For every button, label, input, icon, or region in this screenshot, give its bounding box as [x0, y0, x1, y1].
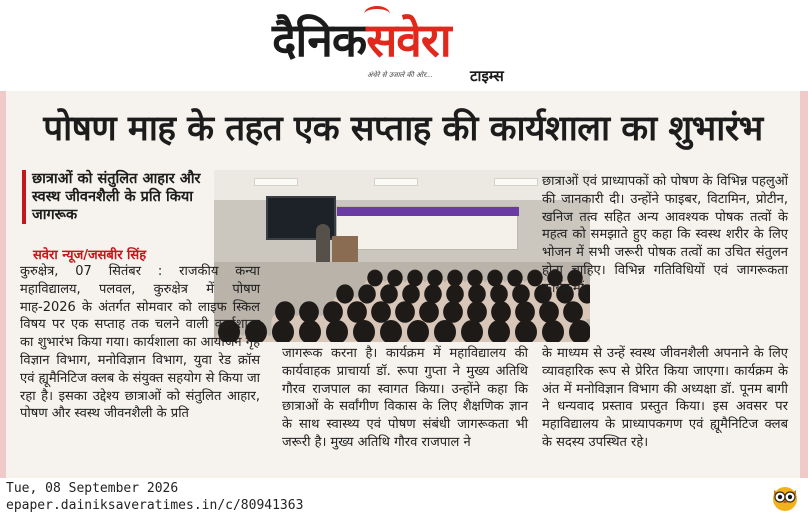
photo-attendee-head — [336, 284, 354, 303]
logo-text-dainik: दैनिक — [272, 13, 367, 67]
article-column-right-bottom — [542, 345, 788, 452]
photo-attendee-head — [353, 320, 375, 342]
clipping-frame-left — [0, 91, 6, 478]
logo-text-times: टाइम्स — [470, 67, 504, 85]
photo-attendee-head — [299, 320, 321, 342]
photo-attendee-head — [358, 284, 376, 303]
logo-text-savera: सवेरा — [366, 13, 451, 67]
photo-attendee-head — [380, 320, 402, 342]
footer-date: Tue, 08 September 2026 — [6, 481, 179, 496]
article-headline: पोषण माह के तहत एक सप्ताह की कार्यशाला का शुभारंभ — [43, 109, 763, 149]
photo-ceiling-light — [494, 178, 538, 186]
photo-attendee-head — [488, 320, 510, 342]
photo-attendee-head — [272, 320, 294, 342]
photo-attendee-head — [326, 320, 348, 342]
article-byline: सवेरा न्यूज/जसबीर सिंह — [33, 248, 147, 263]
article-column-right-top — [542, 173, 788, 298]
photo-attendee-head — [515, 320, 537, 342]
article-paragraph: के माध्यम से उन्हें स्वस्थ जीवनशैली अपनाने के लिए व्यावहारिक रूप से प्रेरित किया जाएगा। कार्यक्रम के अंत में मनोविज्ञान विभाग की अध्यक्षा डॉ. पूनम बागी ने धन्यवाद प्रस्ताव प्रस्तुत किया। इस अवसर पर महाविद्यालय के प्राध्यापकगण एवं ह्यूमैनिटिज क्लब के सदस्य उपस्थित रहे। — [542, 346, 788, 450]
article-column-left — [20, 263, 260, 423]
photo-attendee-head — [419, 301, 439, 323]
sunrise-icon — [364, 6, 390, 22]
photo-attendee-head — [569, 320, 590, 342]
photo-ceiling-light — [374, 178, 418, 186]
footer-url[interactable]: epaper.dainiksaveratimes.in/c/80941363 — [6, 498, 304, 513]
article-paragraph: छात्राओं एवं प्राध्यापकों को पोषण के विभिन्न पहलुओं की जानकारी दी। उन्होंने फाइबर, विटामिन, प्रोटीन, खनिज तत्व सहित अन्य आवश्यक पोषक तत्वों के महत्व को समझाते हुए कहा कि स्वस्थ शरीर के लिए भोजन में सभी जरूरी पोषक तत्वों का उचित संतुलन होना चाहिए। विभिन्न गतिविधियों एवं जागरूकता कार्यक्रमों — [542, 174, 788, 296]
article-photo — [214, 170, 590, 342]
photo-banner-stripe — [337, 207, 519, 216]
clipping-frame-right — [800, 91, 808, 478]
article-subheadline: छात्राओं को संतुलित आहार और स्वस्थ जीवनशैली के प्रति किया जागरूक — [22, 170, 202, 224]
masthead — [0, 0, 808, 90]
newspaper-logo — [272, 8, 451, 78]
photo-attendee-head — [407, 320, 429, 342]
photo-attendee-head — [434, 320, 456, 342]
owl-icon[interactable] — [770, 482, 800, 512]
article-column-middle — [282, 345, 528, 452]
article-paragraph: कुरुक्षेत्र, 07 सितंबर : राजकीय कन्या महाविद्यालय, पलवल, कुरुक्षेत्र में पोषण माह-2026 के अंतर्गत सोमवार को लाइफ स्किल विषय पर एक सप्ताह तक चलने वाली कार्यशाला का शुभारंभ किया गया। कार्यशाला का आयोजन गृह विज्ञान विभाग, मनोविज्ञान विभाग, युवा रेड क्रॉस एवं ह्यूमैनिटिज क्लब के संयुक्त सहयोग से किया जा रहा है। इसका उद्देश्य छात्राओं को संतुलित आहार, पोषण और स्वस्थ जीवनशैली के प्रति — [20, 264, 260, 422]
photo-attendee-head — [395, 301, 415, 323]
article-paragraph: जागरूक करना है। कार्यक्रम में महाविद्यालय की कार्यवाहक प्राचार्या डॉ. रूपा गुप्ता ने मुख्य अतिथि गौरव राजपाल का स्वागत किया। उन्होंने कहा कि छात्राओं के सर्वांगीण विकास के लिए शैक्षणिक ज्ञान के साथ स्वास्थ्य एवं पोषण संबंधी जागरूकता भी जरूरी है। मुख्य अतिथि गौरव राजपाल ने — [282, 346, 528, 450]
photo-ceiling-light — [254, 178, 298, 186]
photo-attendee-head — [542, 320, 564, 342]
photo-banner — [336, 206, 518, 250]
logo-tagline: अंधेरे से उजाले की ओर... — [367, 71, 433, 79]
photo-attendee-head — [461, 320, 483, 342]
